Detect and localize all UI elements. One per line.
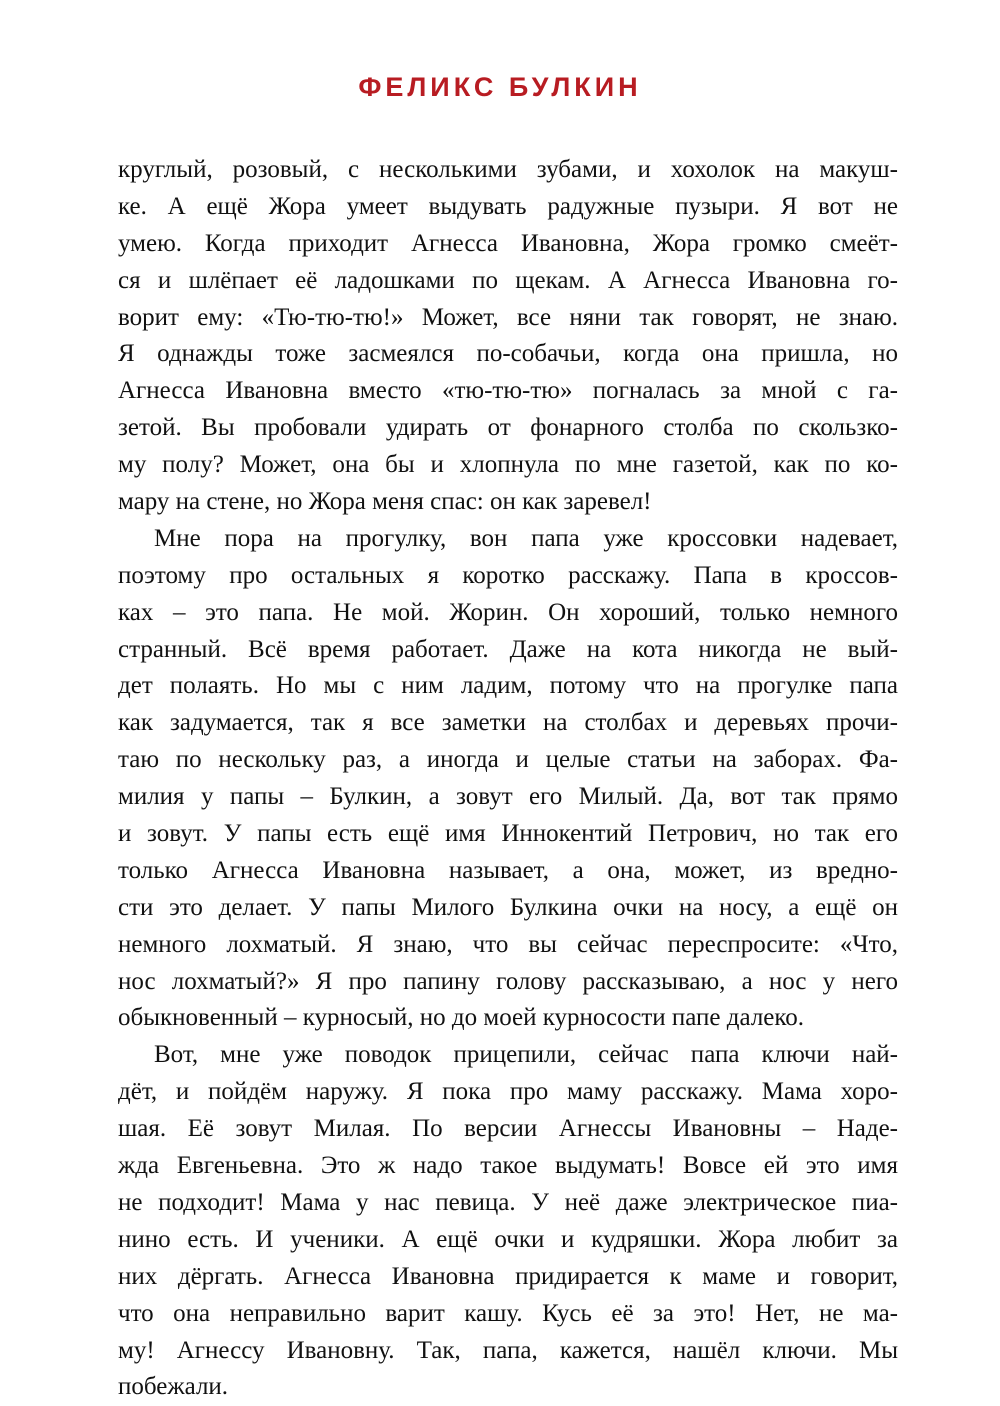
text-line: умею. Когда приходит Агнесса Ивановна, Жора громко смеёт-	[118, 229, 898, 257]
text-line: побежали.	[118, 1373, 229, 1401]
text-line: и зовут. У папы есть ещё имя Иннокентий Петрович, но так его	[118, 820, 898, 848]
text-line: му! Агнессу Ивановну. Так, папа, кажется, нашёл ключи. Мы	[118, 1336, 898, 1364]
text-line: жда Евгеньевна. Это ж надо такое выдумать! Вовсе ей это имя	[118, 1152, 898, 1180]
text-line: ке. А ещё Жора умеет выдувать радужные пузыри. Я вот не	[118, 192, 898, 220]
text-line: Агнесса Ивановна вместо «тю-тю-тю» погналась за мной с га-	[118, 377, 898, 405]
text-line: немного лохматый. Я знаю, что вы сейчас переспросите: «Что,	[118, 930, 898, 958]
text-line: обыкновенный – курносый, но до моей курносости папе далеко.	[118, 1004, 805, 1032]
text-line: мару на стене, но Жора меня спас: он как заревел!	[118, 488, 652, 516]
running-head: ФЕЛИКС БУЛКИН	[358, 72, 642, 102]
text-line: странный. Всё время работает. Даже на кота никогда не вый-	[118, 635, 898, 663]
text-line: не подходит! Мама у нас певица. У неё даже электрическое пиа-	[118, 1188, 898, 1216]
text-line: только Агнесса Ивановна называет, а она, может, из вредно-	[118, 856, 898, 884]
text-line: дёт, и пойдём наружу. Я пока про маму расскажу. Мама хоро-	[118, 1078, 898, 1106]
text-line: дет полаять. Но мы с ним ладим, потому что на прогулке папа	[118, 672, 898, 700]
text-line: Я однажды тоже засмеялся по-собачьи, когда она пришла, но	[118, 340, 898, 368]
text-line: милия у папы – Булкин, а зовут его Милый. Да, вот так прямо	[118, 783, 898, 811]
body-text	[118, 152, 898, 1406]
text-line: зетой. Вы пробовали удирать от фонарного столба по скользко-	[118, 414, 898, 442]
text-line: Мне пора на прогулку, вон папа уже кроссовки надевает,	[154, 524, 898, 552]
text-line: поэтому про остальных я коротко расскажу. Папа в кроссов-	[118, 561, 898, 589]
text-line: ках – это папа. Не мой. Жорин. Он хороший, только немного	[118, 598, 898, 626]
text-line: как задумается, так я все заметки на столбах и деревьях прочи-	[118, 709, 898, 737]
text-line: сти это делает. У папы Милого Булкина очки на носу, а ещё он	[118, 893, 898, 921]
text-line: му полу? Может, она бы и хлопнула по мне газетой, как по ко-	[118, 451, 898, 479]
text-line: ворит ему: «Тю-тю-тю!» Может, все няни так говорят, не знаю.	[118, 303, 898, 331]
text-line: круглый, розовый, с несколькими зубами, и хохолок на макуш-	[118, 156, 898, 183]
text-line: нос лохматый?» Я про папину голову рассказываю, а нос у него	[118, 967, 898, 995]
text-line: нино есть. И ученики. А ещё очки и кудряшки. Жора любит за	[118, 1225, 898, 1253]
text-line: таю по нескольку раз, а иногда и целые статьи на заборах. Фа-	[118, 746, 898, 774]
text-line: шая. Её зовут Милая. По версии Агнессы Ивановны – Наде-	[118, 1115, 898, 1143]
text-line: что она неправильно варит кашу. Кусь её за это! Нет, не ма-	[118, 1299, 898, 1327]
text-line: них дёргать. Агнесса Ивановна придирается к маме и говорит,	[118, 1262, 898, 1290]
text-line: ся и шлёпает её ладошками по щекам. А Агнесса Ивановна го-	[118, 266, 898, 294]
text-line: Вот, мне уже поводок прицепили, сейчас папа ключи най-	[154, 1041, 898, 1069]
